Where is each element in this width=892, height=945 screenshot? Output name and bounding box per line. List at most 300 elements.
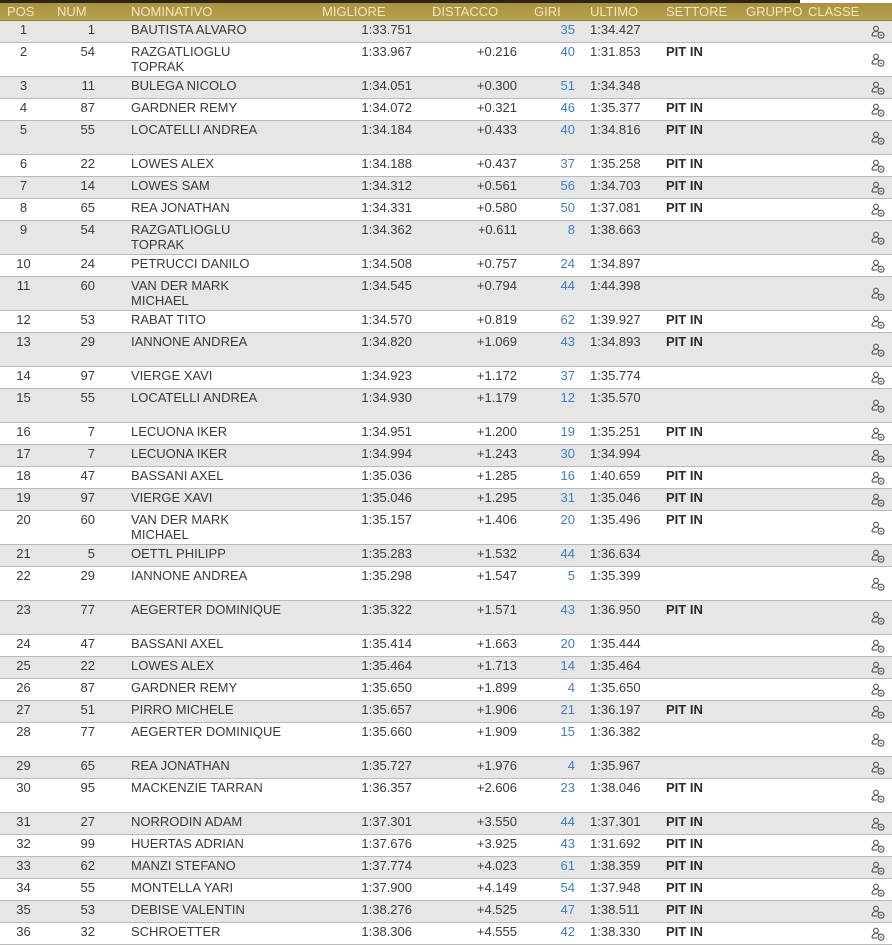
laps-link[interactable]: 20 (560, 636, 575, 651)
table-row[interactable] (0, 779, 892, 813)
cell-gap: +1.172 (412, 367, 517, 389)
table-row[interactable] (0, 835, 892, 857)
cell-class (808, 545, 864, 567)
laps-link[interactable]: 4 (567, 758, 575, 773)
cell-class (808, 43, 864, 77)
rider-number: 14 (80, 178, 95, 193)
rider-profile-icon[interactable] (871, 705, 885, 719)
cell-sector: PIT IN (666, 835, 740, 857)
laps-link[interactable]: 56 (560, 178, 575, 193)
laps-link[interactable]: 43 (560, 334, 575, 349)
cell-group (740, 879, 808, 901)
cell-gap: +0.433 (412, 121, 517, 155)
laps-link[interactable]: 35 (560, 22, 575, 37)
cell-laps[interactable] (517, 679, 578, 701)
cell-gap: +1.976 (412, 757, 517, 779)
cell-laps[interactable] (517, 423, 578, 445)
cell-laps[interactable] (517, 177, 578, 199)
cell-sector (666, 657, 740, 679)
cell-rider-icon[interactable] (864, 467, 892, 489)
cell-rider-name: REA JONATHAN (97, 199, 286, 221)
cell-group (740, 333, 808, 367)
cell-best-lap: 1:37.900 (286, 879, 412, 901)
cell-sector (666, 21, 740, 43)
rider-profile-icon[interactable] (871, 683, 885, 697)
cell-rider-icon[interactable] (864, 723, 892, 757)
cell-group (740, 545, 808, 567)
laps-link[interactable]: 23 (560, 780, 575, 795)
cell-laps[interactable] (517, 389, 578, 423)
cell-gap: +1.295 (412, 489, 517, 511)
rider-profile-icon[interactable] (871, 53, 885, 67)
cell-best-lap: 1:33.751 (286, 21, 412, 43)
cell-sector: PIT IN (666, 121, 740, 155)
cell-laps[interactable] (517, 601, 578, 635)
cell-rider-name: LOWES SAM (97, 177, 286, 199)
rider-profile-icon[interactable] (871, 905, 885, 919)
laps-link[interactable]: 51 (560, 78, 575, 93)
column-header-group[interactable]: GRUPPO (740, 3, 808, 21)
cell-rider-name: AEGERTER DOMINIQUE (97, 601, 286, 635)
cell-laps[interactable] (517, 657, 578, 679)
cell-laps[interactable] (517, 923, 578, 945)
cell-class (808, 511, 864, 545)
cell-best-lap: 1:34.362 (286, 221, 412, 255)
cell-sector (666, 255, 740, 277)
cell-laps[interactable] (517, 155, 578, 177)
cell-laps[interactable] (517, 489, 578, 511)
laps-link[interactable]: 14 (560, 658, 575, 673)
cell-laps[interactable] (517, 779, 578, 813)
rider-profile-icon[interactable] (871, 471, 885, 485)
cell-last-lap: 1:34.427 (578, 21, 666, 43)
cell-group (740, 679, 808, 701)
cell-sector: PIT IN (666, 199, 740, 221)
cell-rider-icon[interactable] (864, 255, 892, 277)
cell-laps[interactable] (517, 77, 578, 99)
cell-rider-icon[interactable] (864, 635, 892, 657)
laps-link[interactable]: 19 (560, 424, 575, 439)
cell-last-lap: 1:35.570 (578, 389, 666, 423)
cell-num (47, 221, 97, 255)
table-row[interactable] (0, 121, 892, 155)
cell-laps[interactable] (517, 723, 578, 757)
cell-laps[interactable] (517, 857, 578, 879)
cell-rider-icon[interactable] (864, 155, 892, 177)
cell-rider-icon[interactable] (864, 701, 892, 723)
cell-laps[interactable] (517, 635, 578, 657)
cell-rider-icon[interactable] (864, 121, 892, 155)
cell-best-lap: 1:35.036 (286, 467, 412, 489)
cell-pos: 33 (0, 857, 47, 879)
rider-profile-icon[interactable] (871, 789, 885, 803)
rider-profile-icon[interactable] (871, 639, 885, 653)
cell-laps[interactable] (517, 277, 578, 311)
cell-class (808, 277, 864, 311)
cell-best-lap: 1:36.357 (286, 779, 412, 813)
cell-rider-name: REA JONATHAN (97, 757, 286, 779)
laps-link[interactable]: 47 (560, 902, 575, 917)
cell-rider-name: SCHROETTER (97, 923, 286, 945)
cell-best-lap: 1:34.331 (286, 199, 412, 221)
cell-last-lap: 1:31.692 (578, 835, 666, 857)
rider-profile-icon[interactable] (871, 861, 885, 875)
cell-last-lap: 1:36.634 (578, 545, 666, 567)
table-row[interactable] (0, 423, 892, 445)
rider-number: 22 (80, 156, 95, 171)
table-row[interactable] (0, 567, 892, 601)
laps-link[interactable]: 31 (560, 490, 575, 505)
table-row[interactable] (0, 21, 892, 43)
cell-last-lap: 1:38.663 (578, 221, 666, 255)
cell-rider-name: IANNONE ANDREA (97, 333, 286, 367)
rider-profile-icon[interactable] (871, 81, 885, 95)
cell-best-lap: 1:37.301 (286, 813, 412, 835)
cell-rider-name: VAN DER MARK MICHAEL (97, 511, 286, 545)
cell-laps[interactable] (517, 813, 578, 835)
rider-number: 77 (80, 602, 95, 617)
rider-profile-icon[interactable] (871, 611, 885, 625)
rider-profile-icon[interactable] (871, 427, 885, 441)
cell-rider-icon[interactable] (864, 389, 892, 423)
column-header-icon (864, 3, 892, 21)
cell-group (740, 311, 808, 333)
table-row[interactable] (0, 367, 892, 389)
cell-rider-name: VIERGE XAVI (97, 367, 286, 389)
cell-rider-name: LECUONA IKER (97, 445, 286, 467)
cell-laps[interactable] (517, 121, 578, 155)
cell-rider-icon[interactable] (864, 177, 892, 199)
rider-profile-icon[interactable] (871, 817, 885, 831)
laps-link[interactable]: 15 (560, 724, 575, 739)
cell-rider-icon[interactable] (864, 367, 892, 389)
cell-rider-icon[interactable] (864, 99, 892, 121)
cell-pos: 30 (0, 779, 47, 813)
cell-rider-icon[interactable] (864, 423, 892, 445)
laps-link[interactable]: 54 (560, 880, 575, 895)
cell-class (808, 21, 864, 43)
rider-profile-icon[interactable] (871, 521, 885, 535)
cell-gap: +1.179 (412, 389, 517, 423)
cell-pos: 32 (0, 835, 47, 857)
column-header-num[interactable]: NUM (47, 3, 97, 21)
cell-best-lap: 1:38.306 (286, 923, 412, 945)
table-row[interactable] (0, 679, 892, 701)
cell-last-lap: 1:38.359 (578, 857, 666, 879)
cell-gap: +1.906 (412, 701, 517, 723)
rider-profile-icon[interactable] (871, 733, 885, 747)
table-row[interactable] (0, 277, 892, 311)
rider-profile-icon[interactable] (871, 287, 885, 301)
laps-link[interactable]: 61 (560, 858, 575, 873)
cell-rider-name: RABAT TITO (97, 311, 286, 333)
cell-rider-icon[interactable] (864, 277, 892, 311)
cell-rider-name: PIRRO MICHELE (97, 701, 286, 723)
table-row[interactable] (0, 311, 892, 333)
table-row[interactable] (0, 601, 892, 635)
cell-laps[interactable] (517, 21, 578, 43)
cell-rider-icon[interactable] (864, 43, 892, 77)
cell-best-lap: 1:35.322 (286, 601, 412, 635)
cell-laps[interactable] (517, 367, 578, 389)
rider-profile-icon[interactable] (871, 883, 885, 897)
rider-profile-icon[interactable] (871, 577, 885, 591)
cell-num (47, 333, 97, 367)
laps-link[interactable]: 5 (567, 568, 575, 583)
cell-pos: 11 (0, 277, 47, 311)
cell-best-lap: 1:35.046 (286, 489, 412, 511)
cell-last-lap: 1:35.046 (578, 489, 666, 511)
table-row[interactable] (0, 813, 892, 835)
table-row[interactable] (0, 43, 892, 77)
laps-link[interactable]: 40 (560, 122, 575, 137)
cell-sector (666, 567, 740, 601)
cell-num (47, 635, 97, 657)
table-row[interactable] (0, 333, 892, 367)
cell-laps[interactable] (517, 757, 578, 779)
cell-laps[interactable] (517, 333, 578, 367)
table-row[interactable] (0, 467, 892, 489)
cell-rider-icon[interactable] (864, 857, 892, 879)
table-row[interactable] (0, 77, 892, 99)
rider-number: 47 (80, 636, 95, 651)
rider-profile-icon[interactable] (871, 661, 885, 675)
rider-profile-icon[interactable] (871, 371, 885, 385)
cell-rider-icon[interactable] (864, 311, 892, 333)
cell-laps[interactable] (517, 221, 578, 255)
cell-rider-name: LOWES ALEX (97, 155, 286, 177)
cell-rider-name: MONTELLA YARI (97, 879, 286, 901)
rider-profile-icon[interactable] (871, 449, 885, 463)
cell-gap: +4.555 (412, 923, 517, 945)
rider-profile-icon[interactable] (871, 131, 885, 145)
cell-group (740, 277, 808, 311)
cell-laps[interactable] (517, 901, 578, 923)
table-row[interactable] (0, 857, 892, 879)
cell-rider-icon[interactable] (864, 835, 892, 857)
laps-link[interactable]: 62 (560, 312, 575, 327)
laps-link[interactable]: 16 (560, 468, 575, 483)
laps-link[interactable]: 42 (560, 924, 575, 939)
cell-class (808, 121, 864, 155)
cell-rider-icon[interactable] (864, 77, 892, 99)
rider-profile-icon[interactable] (871, 493, 885, 507)
laps-link[interactable]: 21 (560, 702, 575, 717)
table-row[interactable] (0, 923, 892, 945)
cell-num (47, 467, 97, 489)
cell-laps[interactable] (517, 43, 578, 77)
cell-class (808, 567, 864, 601)
cell-last-lap: 1:44.398 (578, 277, 666, 311)
laps-link[interactable]: 12 (560, 390, 575, 405)
rider-number: 5 (87, 546, 95, 561)
cell-group (740, 635, 808, 657)
cell-laps[interactable] (517, 879, 578, 901)
rider-profile-icon[interactable] (871, 231, 885, 245)
cell-rider-icon[interactable] (864, 779, 892, 813)
column-header-sector[interactable]: SETTORE (666, 3, 740, 21)
rider-profile-icon[interactable] (871, 315, 885, 329)
cell-laps[interactable] (517, 445, 578, 467)
rider-profile-icon[interactable] (871, 203, 885, 217)
laps-link[interactable]: 44 (560, 278, 575, 293)
cell-rider-icon[interactable] (864, 923, 892, 945)
table-row[interactable] (0, 757, 892, 779)
cell-laps[interactable] (517, 511, 578, 545)
cell-sector: PIT IN (666, 333, 740, 367)
table-row[interactable] (0, 657, 892, 679)
cell-rider-icon[interactable] (864, 545, 892, 567)
cell-last-lap: 1:37.948 (578, 879, 666, 901)
cell-rider-icon[interactable] (864, 757, 892, 779)
table-row[interactable] (0, 177, 892, 199)
table-row[interactable] (0, 511, 892, 545)
cell-rider-icon[interactable] (864, 679, 892, 701)
rider-profile-icon[interactable] (871, 761, 885, 775)
table-row[interactable] (0, 221, 892, 255)
table-row[interactable] (0, 199, 892, 221)
laps-link[interactable]: 30 (560, 446, 575, 461)
cell-rider-icon[interactable] (864, 333, 892, 367)
laps-link[interactable]: 37 (560, 156, 575, 171)
laps-link[interactable]: 44 (560, 814, 575, 829)
rider-profile-icon[interactable] (871, 25, 885, 39)
cell-pos: 19 (0, 489, 47, 511)
cell-sector: PIT IN (666, 923, 740, 945)
rider-profile-icon[interactable] (871, 399, 885, 413)
cell-sector: PIT IN (666, 901, 740, 923)
cell-laps[interactable] (517, 255, 578, 277)
laps-link[interactable]: 43 (560, 836, 575, 851)
laps-link[interactable]: 40 (560, 44, 575, 59)
column-header-last-lap[interactable]: ULTIMO (578, 3, 666, 21)
cell-rider-name: NORRODIN ADAM (97, 813, 286, 835)
cell-rider-name: LOCATELLI ANDREA (97, 389, 286, 423)
laps-link[interactable]: 20 (560, 512, 575, 527)
table-row[interactable] (0, 545, 892, 567)
column-header-name[interactable]: NOMINATIVO (97, 3, 286, 21)
table-row[interactable] (0, 99, 892, 121)
cell-pos: 3 (0, 77, 47, 99)
column-header-pos[interactable]: POS (0, 3, 47, 21)
rider-number: 77 (80, 724, 95, 739)
cell-group (740, 813, 808, 835)
cell-last-lap: 1:35.464 (578, 657, 666, 679)
cell-rider-icon[interactable] (864, 221, 892, 255)
table-row[interactable] (0, 723, 892, 757)
cell-rider-icon[interactable] (864, 657, 892, 679)
cell-rider-icon[interactable] (864, 879, 892, 901)
cell-rider-icon[interactable] (864, 511, 892, 545)
rider-profile-icon[interactable] (871, 549, 885, 563)
cell-best-lap: 1:35.414 (286, 635, 412, 657)
table-row[interactable] (0, 701, 892, 723)
cell-laps[interactable] (517, 701, 578, 723)
cell-sector: PIT IN (666, 701, 740, 723)
cell-num (47, 255, 97, 277)
cell-class (808, 757, 864, 779)
cell-group (740, 467, 808, 489)
table-row[interactable] (0, 389, 892, 423)
laps-link[interactable]: 8 (567, 222, 575, 237)
cell-best-lap: 1:37.676 (286, 835, 412, 857)
cell-rider-icon[interactable] (864, 567, 892, 601)
cell-last-lap: 1:34.994 (578, 445, 666, 467)
rider-number: 87 (80, 100, 95, 115)
laps-link[interactable]: 4 (567, 680, 575, 695)
cell-laps[interactable] (517, 99, 578, 121)
cell-rider-icon[interactable] (864, 489, 892, 511)
rider-profile-icon[interactable] (871, 259, 885, 273)
column-header-class[interactable]: CLASSE (808, 3, 864, 21)
cell-best-lap: 1:34.051 (286, 77, 412, 99)
rider-profile-icon[interactable] (871, 839, 885, 853)
column-header-best-lap[interactable]: MIGLIORE (286, 3, 412, 21)
cell-rider-icon[interactable] (864, 21, 892, 43)
laps-link[interactable]: 46 (560, 100, 575, 115)
cell-num (47, 757, 97, 779)
cell-rider-icon[interactable] (864, 813, 892, 835)
cell-gap: +1.571 (412, 601, 517, 635)
cell-laps[interactable] (517, 467, 578, 489)
laps-link[interactable]: 50 (560, 200, 575, 215)
cell-rider-icon[interactable] (864, 199, 892, 221)
cell-laps[interactable] (517, 545, 578, 567)
column-header-gap[interactable]: DISTACCO (412, 3, 517, 21)
cell-laps[interactable] (517, 567, 578, 601)
cell-gap: +0.216 (412, 43, 517, 77)
cell-class (808, 701, 864, 723)
table-row[interactable] (0, 901, 892, 923)
cell-laps[interactable] (517, 311, 578, 333)
cell-class (808, 389, 864, 423)
table-row[interactable] (0, 445, 892, 467)
cell-last-lap: 1:34.897 (578, 255, 666, 277)
column-header-laps[interactable]: GIRI (517, 3, 578, 21)
table-row[interactable] (0, 879, 892, 901)
cell-rider-name: VAN DER MARK MICHAEL (97, 277, 286, 311)
rider-profile-icon[interactable] (871, 343, 885, 357)
cell-gap: +1.532 (412, 545, 517, 567)
table-row[interactable] (0, 635, 892, 657)
cell-class (808, 423, 864, 445)
cell-sector: PIT IN (666, 879, 740, 901)
laps-link[interactable]: 43 (560, 602, 575, 617)
table-row[interactable] (0, 155, 892, 177)
cell-group (740, 857, 808, 879)
cell-rider-icon[interactable] (864, 901, 892, 923)
rider-number: 51 (80, 702, 95, 717)
rider-profile-icon[interactable] (871, 927, 885, 941)
cell-rider-icon[interactable] (864, 445, 892, 467)
table-row[interactable] (0, 255, 892, 277)
cell-laps[interactable] (517, 199, 578, 221)
laps-link[interactable]: 24 (560, 256, 575, 271)
cell-gap: +1.069 (412, 333, 517, 367)
cell-gap: +1.547 (412, 567, 517, 601)
table-row[interactable] (0, 489, 892, 511)
cell-laps[interactable] (517, 835, 578, 857)
rider-profile-icon[interactable] (871, 181, 885, 195)
rider-profile-icon[interactable] (871, 159, 885, 173)
cell-best-lap: 1:34.072 (286, 99, 412, 121)
laps-link[interactable]: 37 (560, 368, 575, 383)
laps-link[interactable]: 44 (560, 546, 575, 561)
rider-number: 65 (80, 200, 95, 215)
rider-profile-icon[interactable] (871, 103, 885, 117)
cell-rider-icon[interactable] (864, 601, 892, 635)
cell-group (740, 835, 808, 857)
